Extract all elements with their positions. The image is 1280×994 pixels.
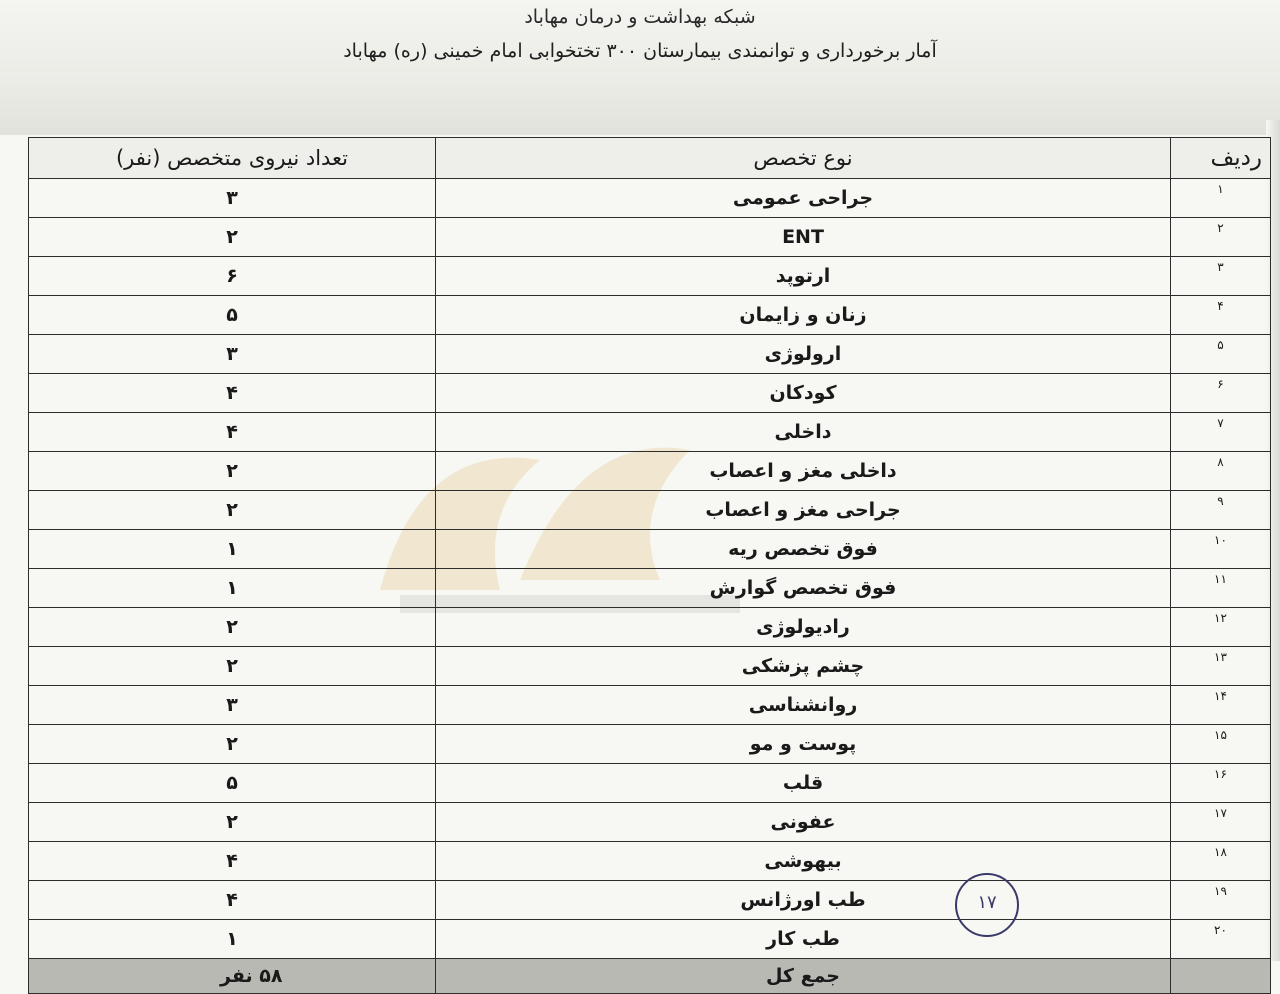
specialist-count: ۱: [29, 530, 436, 569]
row-number: ۱۱: [1171, 569, 1271, 608]
row-number: ۱۲: [1171, 608, 1271, 647]
specialty-name: کودکان: [436, 374, 1171, 413]
row-number: ۱۳: [1171, 647, 1271, 686]
specialist-count: ۲: [29, 452, 436, 491]
specialist-count: ۴: [29, 881, 436, 920]
specialty-name: ENT: [436, 218, 1171, 257]
specialty-name: فوق تخصص گوارش: [436, 569, 1171, 608]
document-header: [0, 0, 1280, 120]
specialist-count: ۴: [29, 374, 436, 413]
specialist-count: ۲: [29, 803, 436, 842]
specialty-name: رادیولوژی: [436, 608, 1171, 647]
row-number: ۸: [1171, 452, 1271, 491]
table-row: [29, 608, 1271, 647]
total-row-number: [1171, 959, 1271, 994]
table-row: [29, 725, 1271, 764]
specialty-name: داخلی: [436, 413, 1171, 452]
row-number: ۱۰: [1171, 530, 1271, 569]
table-row: [29, 179, 1271, 218]
row-number: ۶: [1171, 374, 1271, 413]
specialist-count: ۱: [29, 920, 436, 959]
specialty-name: روانشناسی: [436, 686, 1171, 725]
specialist-count: ۲: [29, 647, 436, 686]
row-number: ۱۵: [1171, 725, 1271, 764]
table-row: [29, 218, 1271, 257]
table-row: [29, 647, 1271, 686]
row-number: ۳: [1171, 257, 1271, 296]
table-row: [29, 257, 1271, 296]
specialist-count: ۳: [29, 335, 436, 374]
specialty-name: پوست و مو: [436, 725, 1171, 764]
table-row: [29, 881, 1271, 920]
row-number: ۹: [1171, 491, 1271, 530]
specialty-name: ارتوپد: [436, 257, 1171, 296]
organization-title: شبکه بهداشت و درمان مهاباد: [524, 6, 756, 28]
specialty-name: زنان و زایمان: [436, 296, 1171, 335]
row-number: ۱۶: [1171, 764, 1271, 803]
row-number: ۱۹: [1171, 881, 1271, 920]
specialty-name: چشم پزشکی: [436, 647, 1171, 686]
total-value: [29, 959, 436, 994]
table-row: [29, 413, 1271, 452]
specialist-count: ۴: [29, 842, 436, 881]
table-header-row: [29, 138, 1271, 179]
table-row: [29, 491, 1271, 530]
row-number: ۷: [1171, 413, 1271, 452]
specialist-table: [28, 137, 1270, 994]
specialist-count: ۶: [29, 257, 436, 296]
total-value-text: ۵۸ نفر: [220, 965, 283, 987]
handwritten-page-number: ۱۷: [955, 873, 1019, 937]
specialist-count: ۲: [29, 725, 436, 764]
row-number: ۱۴: [1171, 686, 1271, 725]
specialist-count: ۴: [29, 413, 436, 452]
specialty-name: قلب: [436, 764, 1171, 803]
table-row: [29, 686, 1271, 725]
row-number: ۱: [1171, 179, 1271, 218]
table-row: [29, 764, 1271, 803]
specialist-count: ۳: [29, 179, 436, 218]
specialty-name: بیهوشی: [436, 842, 1171, 881]
specialty-name: جراحی عمومی: [436, 179, 1171, 218]
specialty-name: ارولوژی: [436, 335, 1171, 374]
specialty-name: عفونی: [436, 803, 1171, 842]
specialty-name: طب اورژانس: [436, 881, 1171, 920]
specialty-name: طب کار: [436, 920, 1171, 959]
row-number: ۴: [1171, 296, 1271, 335]
row-number: ۲۰: [1171, 920, 1271, 959]
table-row: [29, 803, 1271, 842]
table-row: [29, 842, 1271, 881]
specialist-count: ۳: [29, 686, 436, 725]
table-row: [29, 335, 1271, 374]
document-title: آمار برخورداری و توانمندی بیمارستان ۳۰۰ تختخوابی امام خمینی (ره) مهاباد: [343, 40, 937, 62]
specialist-count: ۱: [29, 569, 436, 608]
specialist-count: ۲: [29, 491, 436, 530]
specialist-count: ۲: [29, 608, 436, 647]
table-row: [29, 569, 1271, 608]
specialty-name: داخلی مغز و اعصاب: [436, 452, 1171, 491]
specialist-count: ۵: [29, 296, 436, 335]
specialist-count: ۲: [29, 218, 436, 257]
specialty-name: فوق تخصص ریه: [436, 530, 1171, 569]
table-row: [29, 296, 1271, 335]
table-row: [29, 452, 1271, 491]
header-specialty: نوع تخصص: [436, 138, 1171, 179]
row-number: ۲: [1171, 218, 1271, 257]
total-label: جمع کل: [436, 959, 1171, 994]
table-row: [29, 530, 1271, 569]
table-row: [29, 374, 1271, 413]
header-count: تعداد نیروی متخصص (نفر): [29, 138, 436, 179]
row-number: ۱۸: [1171, 842, 1271, 881]
table-row: [29, 920, 1271, 959]
row-number: ۱۷: [1171, 803, 1271, 842]
header-row-number: ردیف: [1171, 138, 1271, 179]
total-row: [29, 959, 1271, 994]
row-number: ۵: [1171, 335, 1271, 374]
specialist-count: ۵: [29, 764, 436, 803]
specialty-name: جراحی مغز و اعصاب: [436, 491, 1171, 530]
